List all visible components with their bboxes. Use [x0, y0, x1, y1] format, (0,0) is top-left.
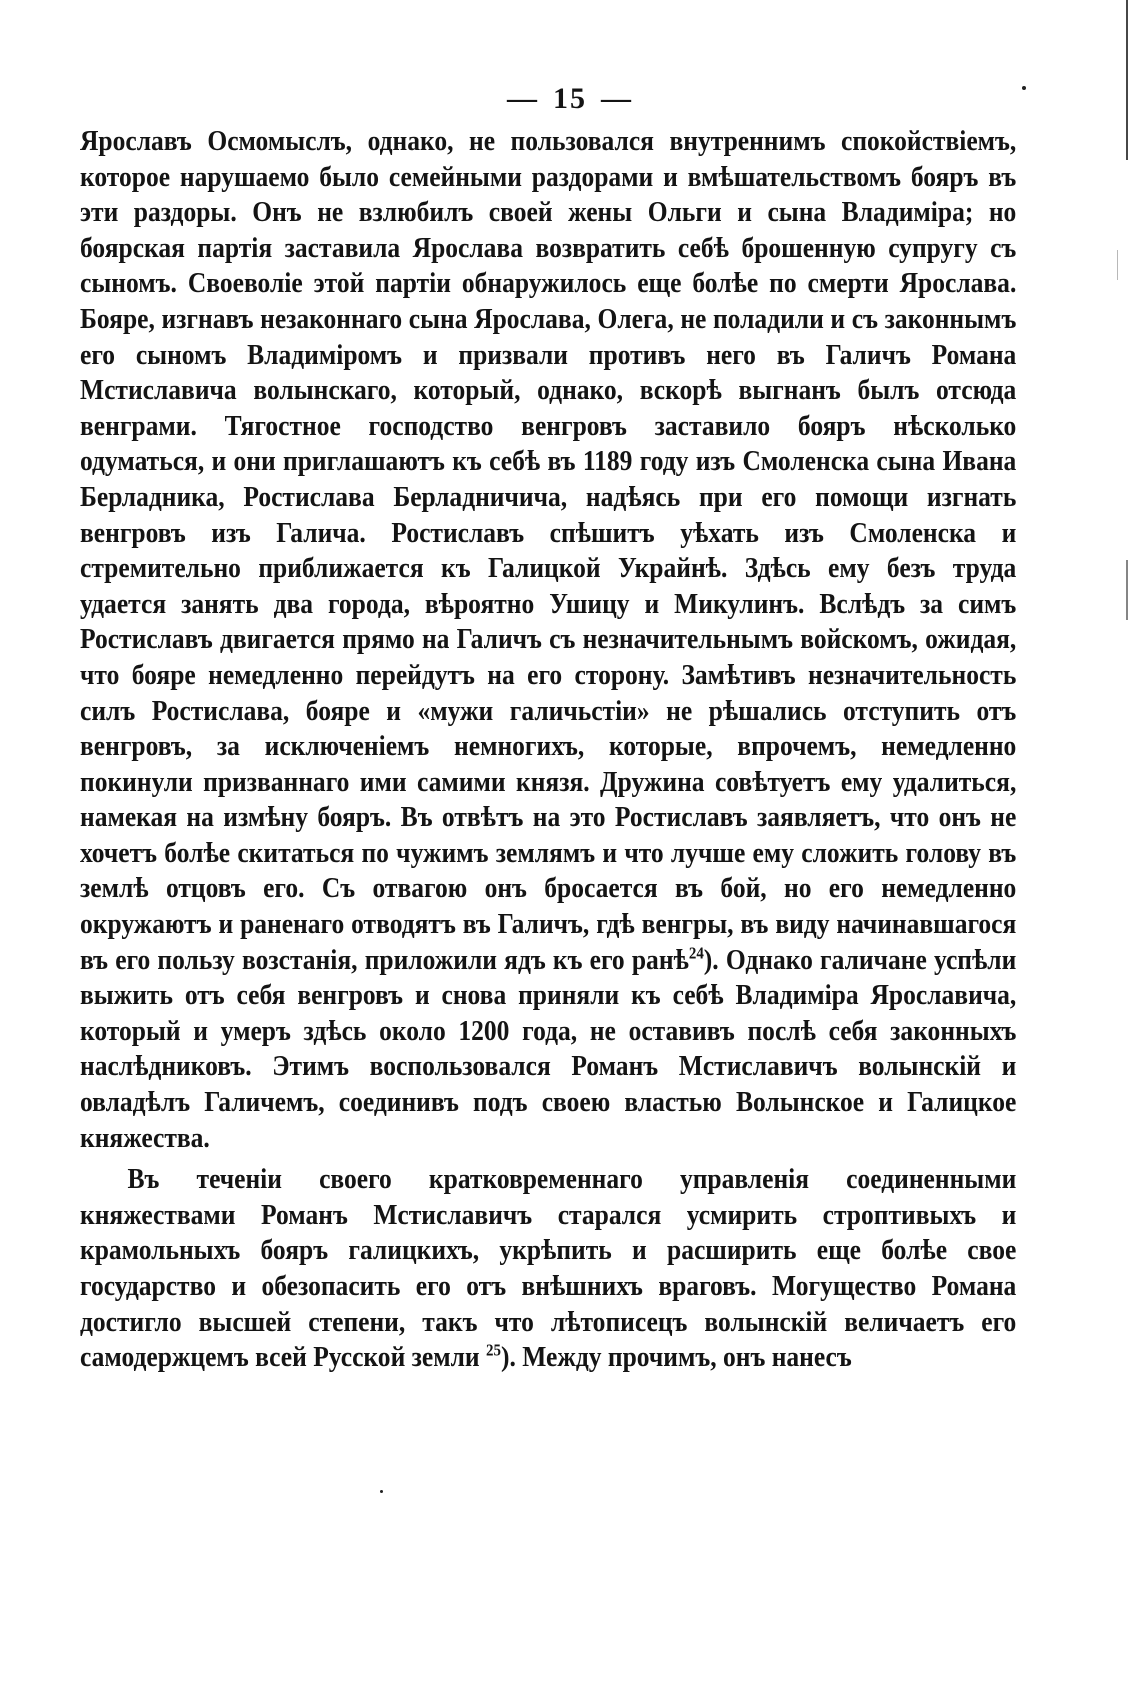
body-text: [80, 124, 1016, 1376]
paragraph-1-text: Ярославъ Осмомыслъ, однако, не пользовался внутреннимъ спокойствіемъ, которое нарушаемо было семейными раздорами и вмѣшательствомъ бояръ въ эти раздоры. Онъ не взлюбилъ своей жены Ольги и сына Владиміра; но боярская партія заставила Ярослава возвратить себѣ брошенную супругу съ сыномъ. Своеволіе этой партіи обнаружилось еще болѣе по смерти Ярослава. Бояре, изгнавъ незаконнаго сына Ярослава, Олега, не поладили и съ законнымъ его сыномъ Владиміромъ и призвали противъ него въ Галичъ Романа Мстиславича волынскаго, который, однако, вскорѣ выгнанъ былъ отсюда венграми. Тягостное господство венгровъ заставило бояръ нѣсколько одуматься, и они приглашаютъ къ себѣ въ 1189 году изъ Смоленска сына Ивана Берладника, Ростислава Берладничича, надѣясь при его помощи изгнать венгровъ изъ Галича. Ростиславъ спѣшитъ уѣхать изъ Смоленска и стремительно приближается къ Галицкой Украйнѣ. Здѣсь ему безъ труда удается занять два города, вѣроятно Ушицу и Микулинъ. Вслѣдъ за симъ Ростиславъ двигается прямо на Галичъ съ незначительнымъ войскомъ, ожидая, что бояре немедленно перейдутъ на его сторону. Замѣтивъ незначительность силъ Ростислава, бояре и «мужи галичьстіи» не рѣшались отступить отъ венгровъ, за исключеніемъ немногихъ, которые, впрочемъ, немедленно покинули призваннаго ими самими князя. Дружина совѣтуетъ ему удалиться, намекая на измѣну бояръ. Въ отвѣтъ на это Ростиславъ заявляетъ, что онъ не хочетъ болѣе скитаться по чужимъ землямъ и что лучше ему сложить голову въ землѣ отцовъ его. Съ отвагою онъ бросается въ бой, но его немедленно окружаютъ и раненаго отводятъ въ Галичъ, гдѣ венгры, въ виду начинавшагося въ его пользу возстанія, приложили ядъ къ его ранѣ: [80, 125, 1017, 976]
scan-edge-line: [1117, 250, 1118, 280]
scan-edge-line: [1126, 560, 1128, 620]
paragraph-1: [80, 124, 1016, 1156]
scan-speck: [1022, 86, 1026, 90]
page-number-dash-left: —: [507, 82, 539, 115]
page-number: [0, 82, 1140, 116]
paragraph-2: [80, 1162, 1016, 1376]
footnote-marker-25: 25: [486, 1340, 501, 1360]
scan-speck: [380, 1490, 383, 1493]
paragraph-2-text: Въ теченіи своего кратковременнаго управленія соединенными княжествами Романъ Мстиславичъ старался усмирить строптивыхъ и крамольныхъ бояръ галицкихъ, укрѣпить и расширить еще болѣе свое государство и обезопасить его отъ внѣшнихъ враговъ. Могущество Романа достигло высшей степени, такъ что лѣтописецъ волынскій величаетъ его самодержцемъ всей Русской земли: [80, 1163, 1017, 1374]
page-number-value: 15: [553, 82, 587, 115]
scan-edge-line: [1126, 0, 1128, 160]
footnote-marker-24: 24: [688, 943, 704, 962]
paragraph-1-continuation: ). Однако галичане успѣли выжить отъ себя венгровъ и снова приняли къ себѣ Владиміра Ярославича, который и умеръ здѣсь около 1200 года, не оставивъ послѣ себя законныхъ наслѣдниковъ. Этимъ воспользовался Романъ Мстиславичъ волынскій и овладѣлъ Галичемъ, соединивъ подъ своею властью Волынское и Галицкое княжества.: [80, 943, 1017, 1154]
paragraph-2-continuation: ). Между прочимъ, онъ нанесъ: [500, 1341, 852, 1374]
page-number-dash-right: —: [601, 82, 633, 115]
